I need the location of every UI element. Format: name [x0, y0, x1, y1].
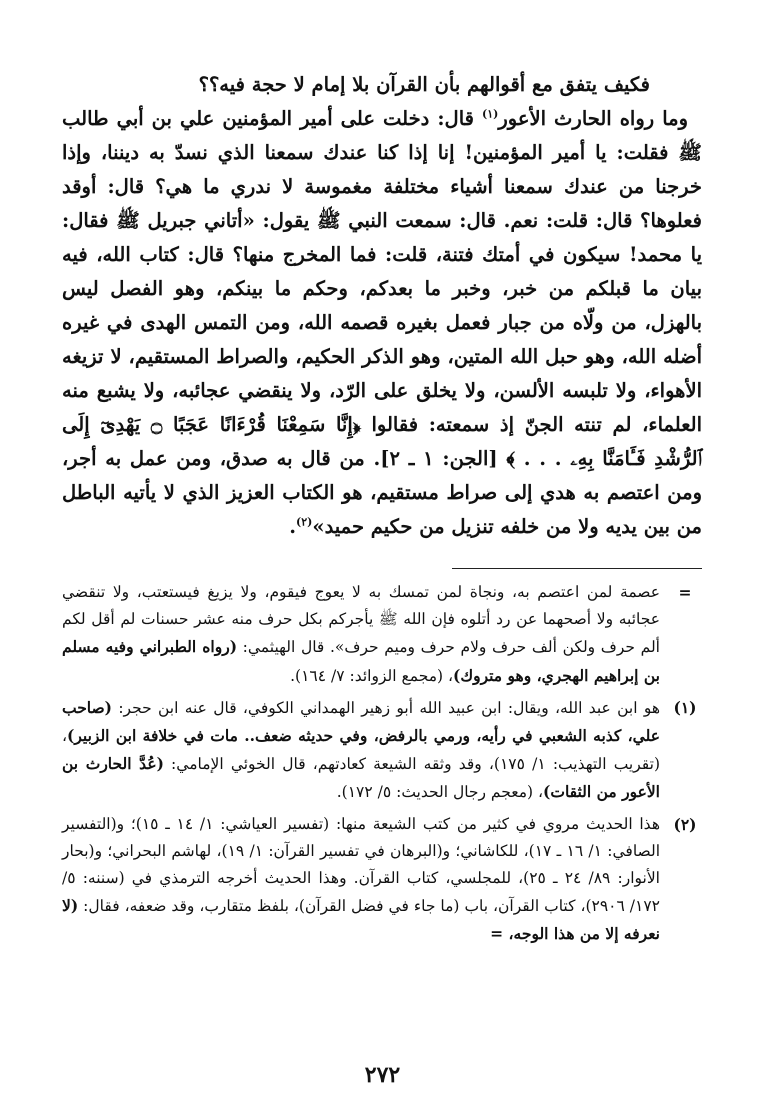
footnote-mark: (٢): [673, 814, 697, 834]
footnote-divider: [452, 568, 702, 569]
footnote-bold: (عُدَّ الحارث بن الأعور من الثقات): [62, 754, 660, 802]
footnote-mark: (١): [673, 697, 697, 717]
footnote-bold: (صاحب علي، كذبه الشعبي في رأيه، ورمي بالرفض، وفي حديثه ضعف.. مات في خلافة ابن الزبير): [62, 697, 660, 746]
page-content: [62, 68, 702, 953]
footnote-2: [62, 811, 702, 949]
footnote-bold: (رواه الطبراني وفيه مسلم بن إبراهيم الهجري، وهو متروك): [62, 637, 660, 685]
continuation-mark: =: [490, 924, 509, 944]
footnote-ref-1: (١): [482, 107, 499, 121]
footnote-text: هو ابن عبد الله، ويقال: ابن عبيد الله أبو زهير الهمداني الكوفي، قال عنه ابن حجر:: [112, 698, 660, 717]
footnote-mark: =: [678, 583, 692, 602]
main-text: [62, 68, 702, 544]
footnote-text: ، (تقريب التهذيب: ١/ ١٧٥)، وقد وثقه الشيعة كعادتهم، قال الخوئي الإمامي:: [62, 727, 660, 774]
footnote-1: [62, 694, 702, 807]
paragraph-hadith: [62, 102, 702, 544]
footnote-bold: (لا نعرفه إلا من هذا الوجه،: [62, 896, 660, 944]
hadith-period: .: [289, 515, 297, 538]
hadith-body: قال: دخلت على أمير المؤمنين علي بن أبي طالب ﷺ فقلت: يا أمير المؤمنين! إنا إذا كنا عندك سمعنا الذي نسدّ به ديننا، وإذا خرجنا من عندك سمعنا أشياء مختلفة مغموسة لا ندري ما هي؟ قال: أوقد فعلوها؟ قال: قلت: نعم. قال: سمعت النبي ﷺ يقول: «أتاني جبريل ﷺ فقال: يا محمد! سيكون في أمتك فتنة، قلت: فما المخرج منها؟ قال: كتاب الله، فيه بيان ما قبلكم من خبر، وخبر ما بعدكم، وحكم ما بينكم، وهو الفصل ليس بالهزل، من ولّاه من جبار فعمل بغيره قصمه الله، ومن التمس الهدى في غيره أضله الله، وهو حبل الله المتين، وهو الذكر الحكيم، والصراط المستقيم، لا تزيغه الأهواء، ولا تلبسه الألسن، ولا يخلق على الرّد، ولا ينقضي عجائبه، ولا يشبع منه العلماء، لم تنته الجنّ إذ سمعته: فقالوا: [62, 107, 703, 436]
footnote-text: عصمة لمن اعتصم به، ونجاة لمن تمسك به لا يعوج فيقوم، ولا يزيغ فيستعتب، ولا تنقضي عجائبه ولا أصحهما عن رد أتلوه فإن الله ﷺ يأجركم بكل حرف منه عشر حسنات لم أقل لكم ألم حرف ولكن ألف حرف ولام حرف وميم حرف». قال الهيثمي:: [62, 583, 660, 657]
hadith-body-end: [الجن: ١ ـ ٢]. من قال به صدق، ومن عمل به أجر، ومن اعتصم به هدي إلى صراط مستقيم، هو الكتاب العزيز الذي لا يأتيه الباطل من بين يديه ولا من خلفه تنزيل من حكيم حميد»: [62, 447, 702, 538]
quran-verse: ﴿إِنَّا سَمِعْنَا قُرْءَانًا عَجَبًا ۝ يَهْدِىٓ إِلَى ٱلرُّشْدِ فَـَٔامَنَّا بِهِۦ . . . ﴾: [62, 413, 703, 470]
hadith-intro: وما رواه الحارث الأعور: [498, 107, 689, 130]
footnotes: [62, 579, 702, 949]
page-number: ٢٧٢: [364, 1062, 401, 1088]
footnote-text: ، (مجمع الزوائد: ٧/ ١٦٤).: [290, 666, 453, 685]
footnote-ref-2: (٢): [296, 515, 313, 529]
footnote-text: هذا الحديث مروي في كثير من كتب الشيعة منها: (تفسير العياشي: ١/ ١٤ ـ ١٥)؛ و(التفسير الصافي: ١/ ١٦ ـ ١٧)، للكاشاني؛ و(البرهان في تفسير القرآن: ١/ ١٩)، لهاشم البحراني؛ و(بحار الأنوار: ٨٩/ ٢٤ ـ ٢٥)، للمجلسي، كتاب القرآن. وهذا الحديث أخرجه الترمذي في (سننه: ٥/ ١٧٢/ ٢٩٠٦)، كتاب القرآن، باب (ما جاء في فضل القرآن)، بلفظ متقارب، وقد ضعفه، فقال:: [62, 814, 661, 916]
footnote-continued: [62, 579, 702, 690]
paragraph-question: فكيف يتفق مع أقوالهم بأن القرآن بلا إمام لا حجة فيه؟؟: [198, 73, 650, 96]
footnote-text: ، (معجم رجال الحديث: ٥/ ١٧٢).: [336, 783, 544, 802]
